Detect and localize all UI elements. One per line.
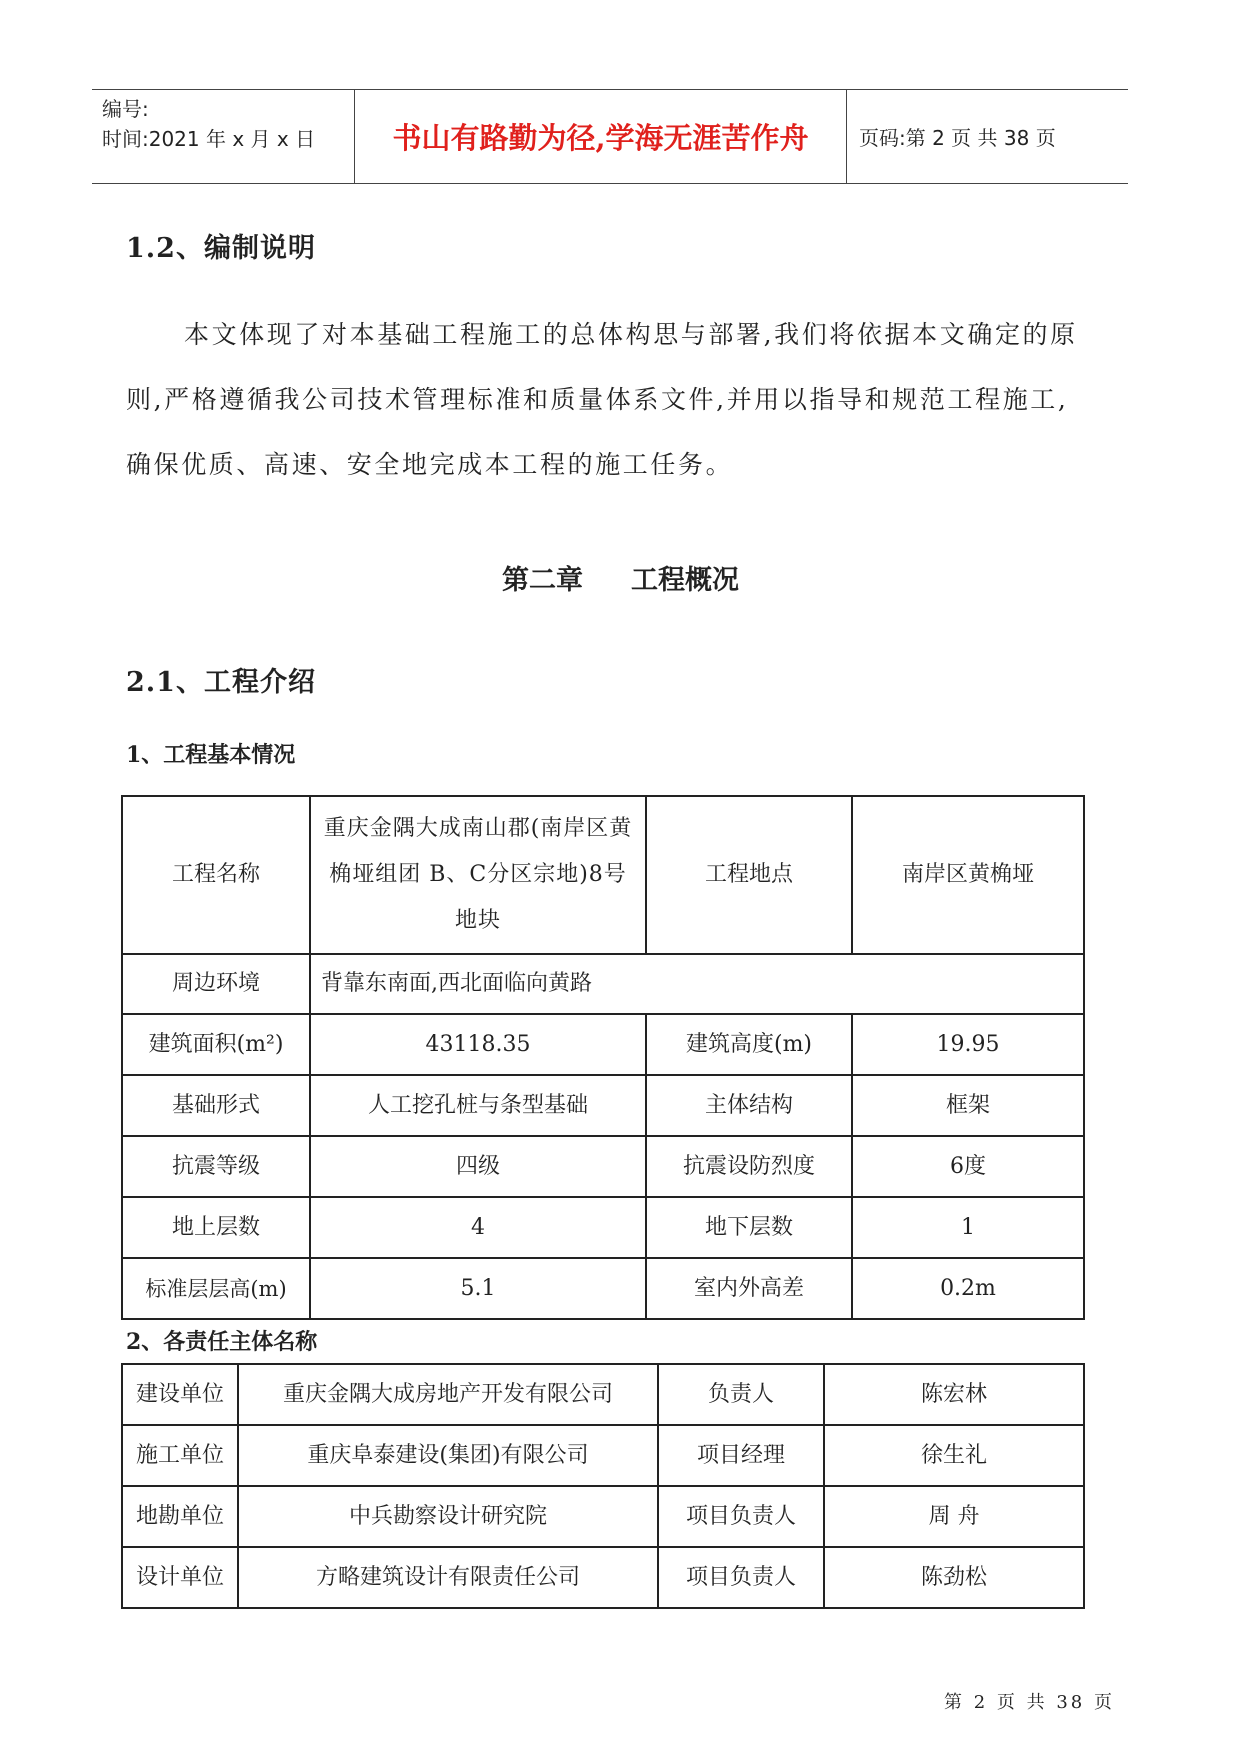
cell-label: 地下层数 [646, 1197, 852, 1258]
header-page-info: 页码:第 2 页 共 38 页 [859, 126, 1056, 150]
table-row [122, 1364, 1084, 1425]
org-cell: 重庆金隅大成房地产开发有限公司 [238, 1364, 658, 1425]
header-meta [92, 90, 355, 183]
cell-value: 19.95 [852, 1014, 1084, 1075]
chapter-name: 工程概况 [631, 565, 739, 596]
person-cell: 徐生礼 [824, 1425, 1084, 1486]
cell-label: 建筑高度(m) [646, 1014, 852, 1075]
env-value: 背靠东南面,西北面临向黄路 [310, 954, 1084, 1014]
project-name-value: 重庆金隅大成南山郡(南岸区黄桷垭组团 B、C分区宗地)8号地块 [310, 796, 646, 954]
cell-value: 5.1 [310, 1258, 646, 1319]
title-cell: 项目经理 [658, 1425, 824, 1486]
cell-value: 43118.35 [310, 1014, 646, 1075]
cell-value: 人工挖孔桩与条型基础 [310, 1075, 646, 1136]
table-row [122, 1014, 1084, 1075]
table-row [122, 1136, 1084, 1197]
table-row [122, 1197, 1084, 1258]
title-cell: 项目负责人 [658, 1547, 824, 1608]
chapter-number: 第二章 [502, 565, 583, 596]
cell-label: 建筑面积(m²) [122, 1014, 310, 1075]
env-label: 周边环境 [122, 954, 310, 1014]
table-row [122, 1425, 1084, 1486]
section-paragraph-1-2: 本文体现了对本基础工程施工的总体构思与部署,我们将依据本文确定的原则,严格遵循我公司技术管理标准和质量体系文件,并用以指导和规范工程施工,确保优质、高速、安全地完成本工程的施工任务。 [126, 320, 1078, 479]
person-cell: 陈劲松 [824, 1547, 1084, 1608]
org-cell: 方略建筑设计有限责任公司 [238, 1547, 658, 1608]
title-cell: 项目负责人 [658, 1486, 824, 1547]
person-cell: 陈宏林 [824, 1364, 1084, 1425]
responsible-heading: 2、各责任主体名称 [126, 1329, 318, 1355]
cell-label: 标准层层高(m) [122, 1258, 310, 1319]
role-cell: 地勘单位 [122, 1486, 238, 1547]
cell-label: 基础形式 [122, 1075, 310, 1136]
section-heading-1-2: 1.2、编制说明 [126, 233, 316, 264]
role-cell: 建设单位 [122, 1364, 238, 1425]
org-cell: 中兵勘察设计研究院 [238, 1486, 658, 1547]
responsible-table [121, 1363, 1085, 1609]
cell-value: 四级 [310, 1136, 646, 1197]
basic-info-heading: 1、工程基本情况 [126, 742, 296, 768]
table-row [122, 954, 1084, 1014]
project-name-label: 工程名称 [122, 796, 310, 954]
section-heading-2-1: 2.1、工程介绍 [126, 667, 316, 698]
cell-value: 框架 [852, 1075, 1084, 1136]
table-row [122, 1486, 1084, 1547]
cell-label: 主体结构 [646, 1075, 852, 1136]
cell-label: 地上层数 [122, 1197, 310, 1258]
table-row [122, 1075, 1084, 1136]
cell-value: 1 [852, 1197, 1084, 1258]
role-cell: 设计单位 [122, 1547, 238, 1608]
chapter-title [0, 558, 1241, 597]
cell-value: 6度 [852, 1136, 1084, 1197]
table-row [122, 1258, 1084, 1319]
number-label: 编号: [102, 97, 149, 121]
time-label: 时间:2021 年 x 月 x 日 [102, 127, 316, 151]
table-row [122, 796, 1084, 954]
table-row [122, 1547, 1084, 1608]
header-motto: 书山有路勤为径,学海无涯苦作舟 [355, 90, 847, 183]
cell-value: 4 [310, 1197, 646, 1258]
title-cell: 负责人 [658, 1364, 824, 1425]
cell-value: 0.2m [852, 1258, 1084, 1319]
cell-label: 抗震等级 [122, 1136, 310, 1197]
page-header [92, 89, 1128, 184]
person-cell: 周 舟 [824, 1486, 1084, 1547]
cell-label: 室内外高差 [646, 1258, 852, 1319]
location-label: 工程地点 [646, 796, 852, 954]
basic-info-table [121, 795, 1085, 1320]
page-footer: 第 2 页 共 38 页 [944, 1692, 1115, 1713]
role-cell: 施工单位 [122, 1425, 238, 1486]
org-cell: 重庆阜泰建设(集团)有限公司 [238, 1425, 658, 1486]
cell-label: 抗震设防烈度 [646, 1136, 852, 1197]
location-value: 南岸区黄桷垭 [852, 796, 1084, 954]
